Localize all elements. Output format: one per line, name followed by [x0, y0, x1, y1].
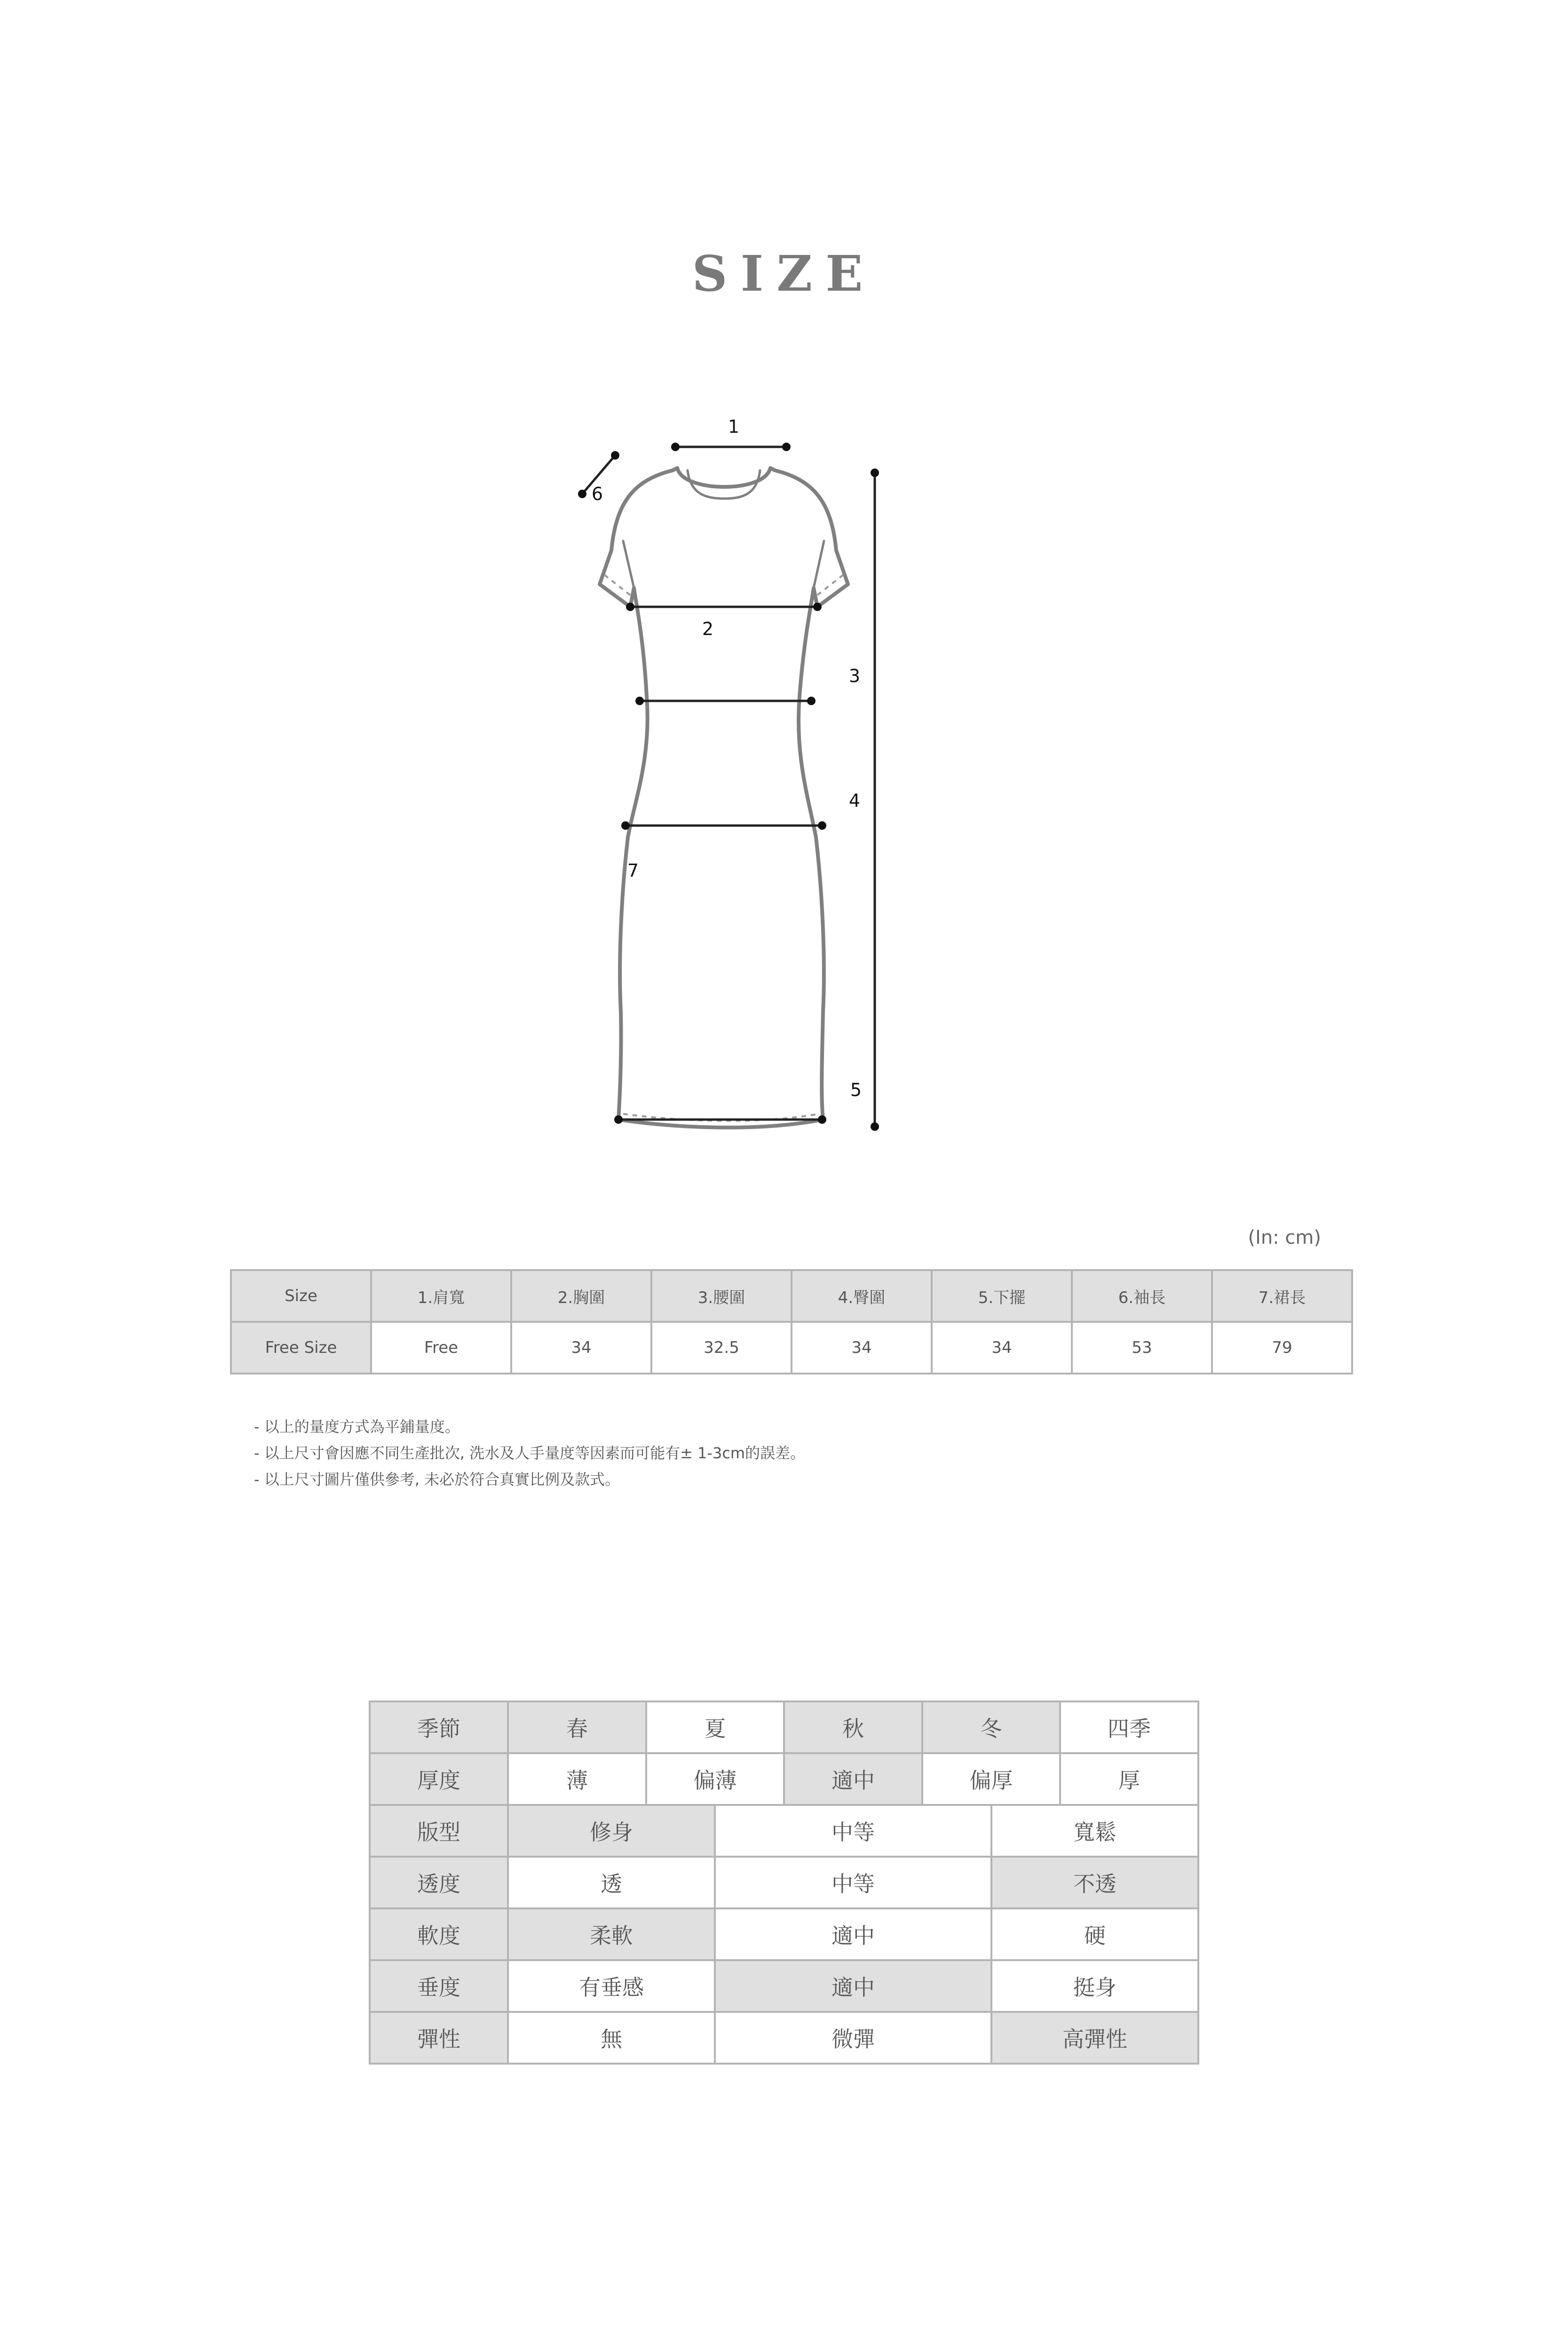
dress-measurement-diagram — [564, 400, 1082, 1143]
label-chest: 2 — [702, 619, 714, 639]
transparency-option: 中等 — [715, 1857, 991, 1908]
spec-row-drape — [370, 1960, 1198, 2012]
label-waist: 3 — [848, 666, 861, 686]
page-title: SIZE — [692, 245, 876, 302]
drape-option: 挺身 — [991, 1960, 1198, 2012]
transparency-option: 不透 — [991, 1857, 1198, 1908]
note-line: - 以上尺寸圖片僅供參考, 未必於符合真實比例及款式。 — [254, 1470, 620, 1488]
size-header-cell: 7.裙長 — [1212, 1270, 1352, 1322]
size-value-cell: 34 — [792, 1322, 932, 1374]
label-shoulder: 1 — [728, 416, 740, 437]
thickness-option: 適中 — [784, 1753, 922, 1805]
unit-note: (In: cm) — [1248, 1227, 1321, 1248]
label-sleeve: 6 — [591, 484, 603, 504]
label-hem: 5 — [850, 1080, 862, 1100]
measurement-notes — [254, 1414, 805, 1493]
season-option: 秋 — [784, 1701, 922, 1753]
size-header-cell: 6.袖長 — [1072, 1270, 1212, 1322]
thickness-option: 厚 — [1060, 1753, 1198, 1805]
size-table-header-row — [231, 1270, 1352, 1322]
size-header-cell: 5.下擺 — [932, 1270, 1072, 1322]
spec-row-season — [370, 1701, 1198, 1753]
spec-row-label: 季節 — [370, 1701, 508, 1753]
transparency-option: 透 — [508, 1857, 715, 1908]
thickness-option: 薄 — [508, 1753, 646, 1805]
size-row-label: Free Size — [231, 1322, 371, 1374]
note-line: - 以上的量度方式為平鋪量度。 — [254, 1418, 460, 1436]
spec-row-softness — [370, 1908, 1198, 1960]
thickness-option: 偏薄 — [646, 1753, 784, 1805]
drape-option: 適中 — [715, 1960, 991, 2012]
spec-row-fit — [370, 1805, 1198, 1857]
size-header-cell: 2.胸圍 — [511, 1270, 651, 1322]
size-header-cell: 3.腰圍 — [651, 1270, 792, 1322]
spec-row-label: 版型 — [370, 1805, 508, 1857]
drape-option: 有垂感 — [508, 1960, 715, 2012]
elasticity-option: 高彈性 — [991, 2012, 1198, 2064]
size-value-cell: 34 — [511, 1322, 651, 1374]
elasticity-option: 微彈 — [715, 2012, 991, 2064]
stitch-lines — [604, 575, 843, 1121]
label-length: 7 — [627, 860, 639, 881]
season-option: 冬 — [922, 1701, 1060, 1753]
size-value-cell: 34 — [932, 1322, 1072, 1374]
softness-option: 硬 — [991, 1908, 1198, 1960]
fabric-spec-table — [369, 1700, 1199, 2065]
elasticity-option: 無 — [508, 2012, 715, 2064]
size-header-cell: 1.肩寬 — [371, 1270, 511, 1322]
size-table — [230, 1269, 1353, 1375]
fit-option: 修身 — [508, 1805, 715, 1857]
spec-row-label: 厚度 — [370, 1753, 508, 1805]
dress-outline — [600, 468, 848, 1128]
fit-option: 中等 — [715, 1805, 991, 1857]
season-option: 夏 — [646, 1701, 784, 1753]
spec-row-thickness — [370, 1753, 1198, 1805]
size-table-row — [231, 1322, 1352, 1374]
softness-option: 適中 — [715, 1908, 991, 1960]
thickness-option: 偏厚 — [922, 1753, 1060, 1805]
season-option: 四季 — [1060, 1701, 1198, 1753]
note-line: - 以上尺寸會因應不同生產批次, 洗水及人手量度等因素而可能有± 1-3cm的誤差。 — [254, 1444, 806, 1462]
size-value-cell: 32.5 — [651, 1322, 792, 1374]
spec-row-label: 彈性 — [370, 2012, 508, 2064]
size-value-cell: 53 — [1072, 1322, 1212, 1374]
size-header-cell: 4.臀圍 — [792, 1270, 932, 1322]
spec-row-elasticity — [370, 2012, 1198, 2064]
fit-option: 寬鬆 — [991, 1805, 1198, 1857]
spec-row-label: 軟度 — [370, 1908, 508, 1960]
size-value-cell: 79 — [1212, 1322, 1352, 1374]
size-value-cell: Free — [371, 1322, 511, 1374]
spec-row-transparency — [370, 1857, 1198, 1908]
label-hip: 4 — [848, 790, 861, 811]
spec-row-label: 透度 — [370, 1857, 508, 1908]
size-header-cell: Size — [231, 1270, 371, 1322]
season-option: 春 — [508, 1701, 646, 1753]
spec-row-label: 垂度 — [370, 1960, 508, 2012]
softness-option: 柔軟 — [508, 1908, 715, 1960]
